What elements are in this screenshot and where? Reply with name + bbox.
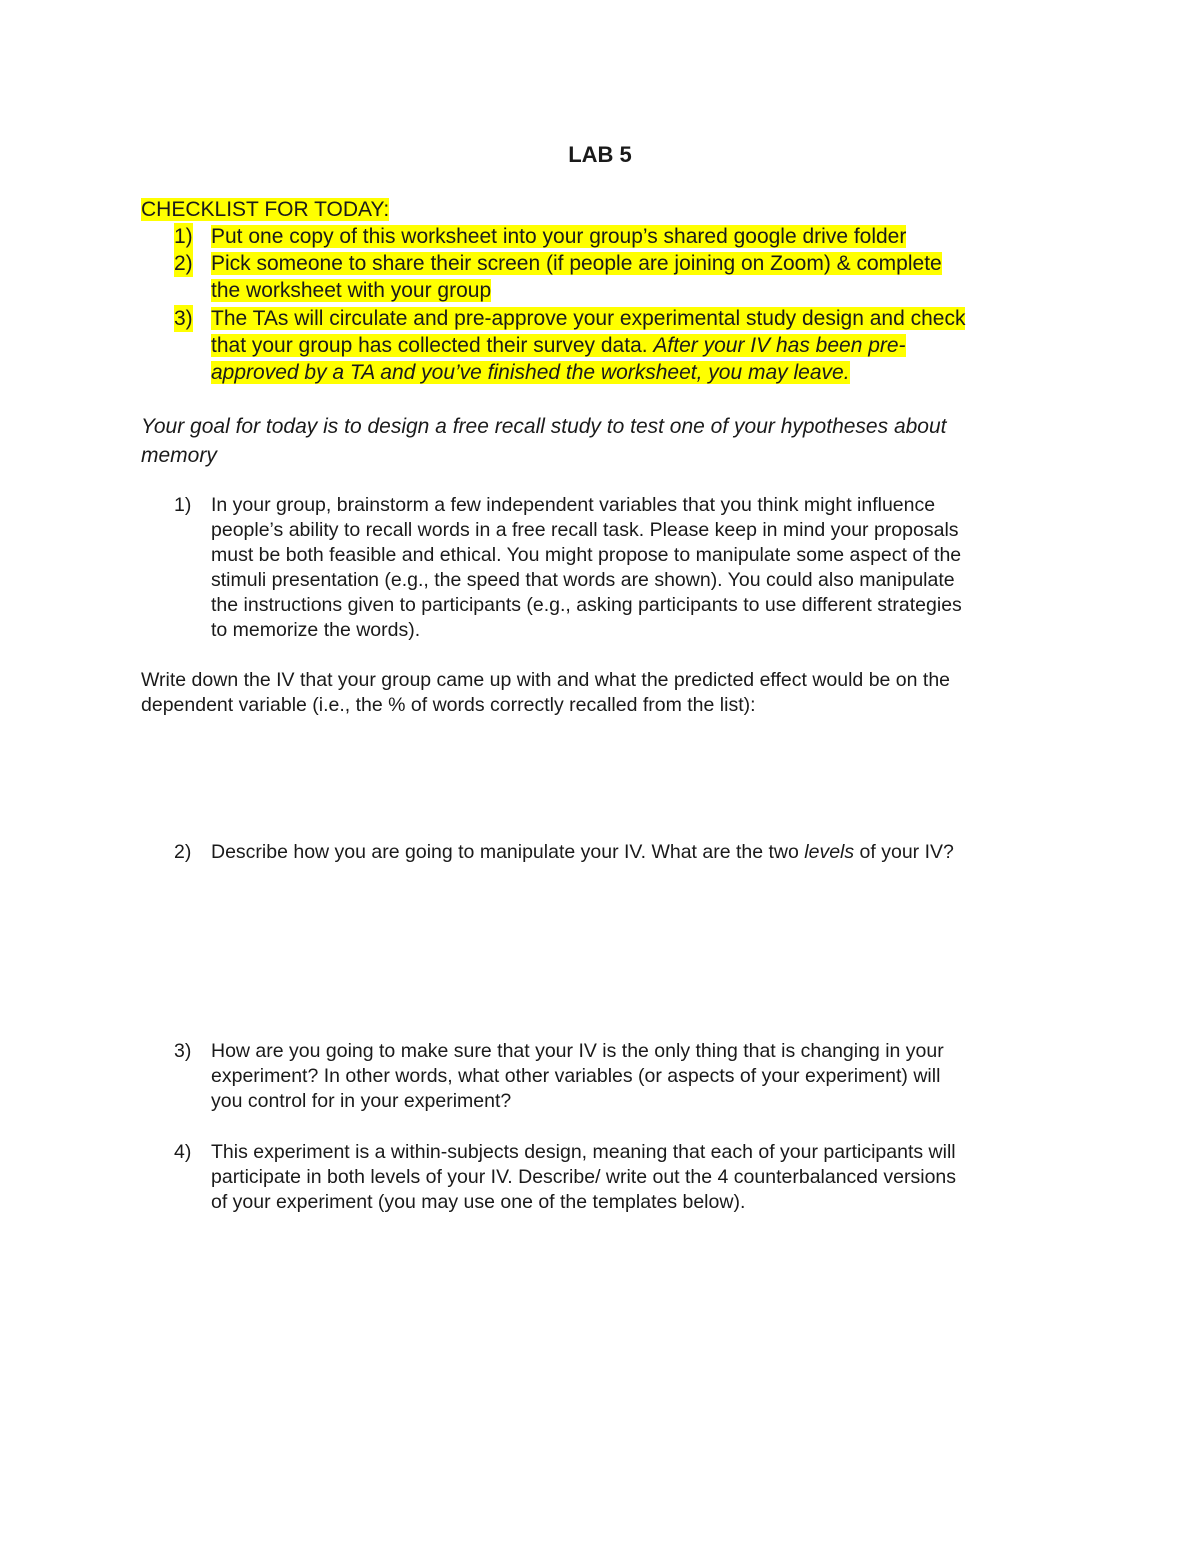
- checklist-item-text: Put one copy of this worksheet into your group’s shared google drive folder: [211, 225, 907, 248]
- goal-statement: [141, 412, 1071, 470]
- question-line: This experiment is a within-subjects design, meaning that each of your participants will: [211, 1141, 956, 1163]
- checklist-item-text: that your group has collected their survey data.: [211, 334, 654, 357]
- question-number: 1): [174, 494, 192, 516]
- checklist-item-number: 1): [174, 225, 193, 248]
- goal-line: memory: [141, 444, 217, 467]
- question-number: 4): [174, 1141, 192, 1163]
- question-italic-term: levels: [804, 841, 855, 863]
- question-line: must be both feasible and ethical. You might propose to manipulate some aspect of the: [211, 544, 962, 566]
- checklist-item-number: 2): [174, 252, 193, 275]
- instruction-line: dependent variable (i.e., the % of words correctly recalled from the list):: [141, 694, 756, 716]
- checklist-item-text: The TAs will circulate and pre-approve your experimental study design and check: [211, 307, 966, 330]
- instruction-line: Write down the IV that your group came up with and what the predicted effect would be on the: [141, 669, 951, 691]
- checklist-item-text-italic: After your IV has been pre-: [653, 334, 906, 357]
- question-line: How are you going to make sure that your IV is the only thing that is changing in your: [211, 1040, 944, 1062]
- question-line: of your IV?: [854, 841, 954, 863]
- checklist-heading-text: CHECKLIST FOR TODAY:: [141, 198, 390, 221]
- question-number: 3): [174, 1040, 192, 1062]
- question-line: to memorize the words).: [211, 619, 421, 641]
- question-line: the instructions given to participants (e.g., asking participants to use different strategies: [211, 594, 962, 616]
- checklist-heading: [141, 196, 1071, 223]
- question-text: [211, 1039, 1061, 1114]
- question-line: experiment? In other words, what other variables (or aspects of your experiment) will: [211, 1065, 941, 1087]
- checklist-item-text-italic: approved by a TA and you’ve finished the worksheet, you may leave.: [211, 361, 850, 384]
- question-line: participate in both levels of your IV. Describe/ write out the 4 counterbalanced versions: [211, 1166, 957, 1188]
- checklist-item-text: the worksheet with your group: [211, 279, 492, 302]
- goal-line: Your goal for today is to design a free recall study to test one of your hypotheses about: [141, 415, 947, 438]
- question-line: of your experiment (you may use one of the templates below).: [211, 1191, 746, 1213]
- question-line: Describe how you are going to manipulate your IV. What are the two: [211, 841, 805, 863]
- question-line: you control for in your experiment?: [211, 1090, 512, 1112]
- question-text: [211, 493, 1061, 643]
- question-text: [211, 840, 1061, 865]
- question-text: [211, 1140, 1061, 1215]
- question-number: 2): [174, 841, 192, 863]
- question-line: In your group, brainstorm a few independent variables that you think might influence: [211, 494, 936, 516]
- question-line: stimuli presentation (e.g., the speed that words are shown). You could also manipulate: [211, 569, 955, 591]
- page-title: LAB 5: [568, 142, 632, 167]
- question-line: people’s ability to recall words in a free recall task. Please keep in mind your proposals: [211, 519, 959, 541]
- checklist-item-text: Pick someone to share their screen (if people are joining on Zoom) & complete: [211, 252, 942, 275]
- write-down-instruction: [141, 668, 1071, 718]
- checklist-item-number: 3): [174, 307, 193, 330]
